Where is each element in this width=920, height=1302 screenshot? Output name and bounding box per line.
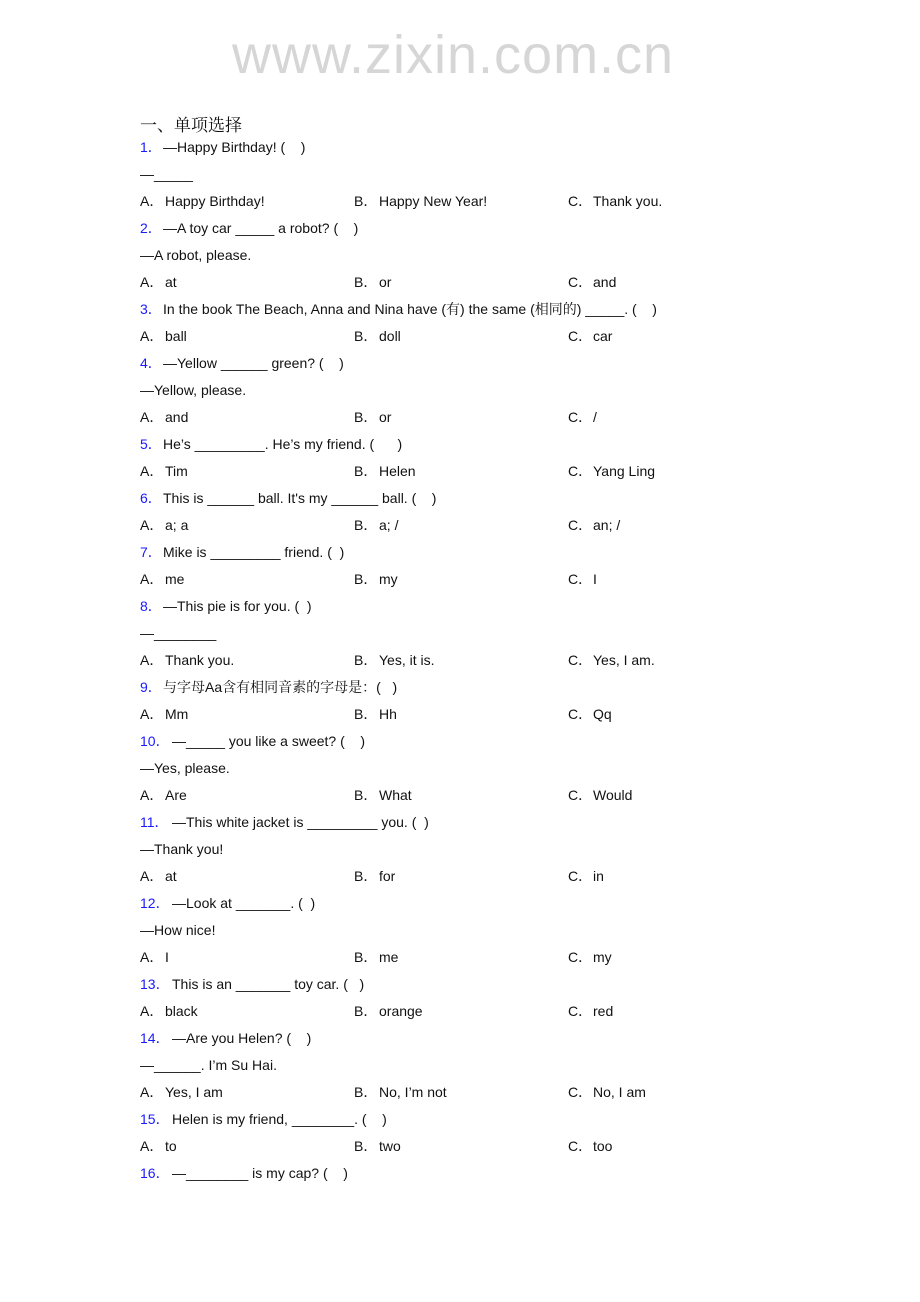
option-label: C．: [568, 409, 593, 425]
option-label: C．: [568, 652, 593, 668]
option-label: A．: [140, 1084, 164, 1100]
option-b[interactable]: [354, 866, 395, 886]
question-stem: [140, 596, 312, 616]
option-text: and: [593, 274, 617, 290]
option-text: No, I’m not: [379, 1084, 447, 1100]
option-label: A．: [140, 409, 164, 425]
option-text: Happy New Year!: [379, 193, 488, 209]
option-label: C．: [568, 517, 593, 533]
question-text: 与字母Aa含有相同音素的字母是：( ): [163, 679, 398, 695]
option-label: B．: [354, 1138, 378, 1154]
option-text: my: [593, 949, 612, 965]
question-stem: [140, 812, 429, 832]
option-c[interactable]: [568, 1082, 646, 1102]
question-text: Mike is _________ friend. ( ): [163, 544, 345, 560]
question-text: —This white jacket is _________ you. ( ): [172, 814, 429, 830]
question-number: 16．: [140, 1165, 170, 1181]
option-label: B．: [354, 274, 378, 290]
option-label: A．: [140, 193, 164, 209]
option-label: C．: [568, 706, 593, 722]
question-stem: [140, 731, 365, 751]
option-label: A．: [140, 571, 164, 587]
option-text: I: [593, 571, 597, 587]
option-c[interactable]: [568, 461, 655, 481]
question-number: 7．: [140, 544, 162, 560]
option-b[interactable]: [354, 461, 416, 481]
option-text: ball: [165, 328, 187, 344]
question-number: 10．: [140, 733, 170, 749]
option-a[interactable]: [140, 1136, 177, 1156]
option-label: B．: [354, 868, 378, 884]
option-label: A．: [140, 949, 164, 965]
option-label: C．: [568, 193, 593, 209]
option-label: A．: [140, 463, 164, 479]
question-stem: [140, 893, 315, 913]
option-text: Are: [165, 787, 187, 803]
question-number: 3．: [140, 301, 162, 317]
option-a[interactable]: [140, 326, 187, 346]
option-label: B．: [354, 1003, 378, 1019]
option-text: for: [379, 868, 396, 884]
option-text: at: [165, 868, 177, 884]
question-text: In the book The Beach, Anna and Nina have (有) the same (相同的) _____. ( ): [163, 301, 657, 317]
option-text: me: [165, 571, 185, 587]
option-a[interactable]: [140, 1001, 198, 1021]
option-text: Yes, it is.: [379, 652, 435, 668]
option-b[interactable]: [354, 650, 435, 670]
question-number: 13．: [140, 976, 170, 992]
option-text: car: [593, 328, 613, 344]
question-number: 14．: [140, 1030, 170, 1046]
question-stem: [140, 353, 344, 373]
question-stem: [140, 677, 397, 697]
option-a[interactable]: [140, 704, 188, 724]
option-label: A．: [140, 274, 164, 290]
option-text: Thank you.: [165, 652, 235, 668]
option-label: A．: [140, 517, 164, 533]
option-text: in: [593, 868, 604, 884]
answer-line: —Yellow, please.: [140, 382, 247, 398]
option-label: B．: [354, 193, 378, 209]
option-label: C．: [568, 1138, 593, 1154]
option-text: orange: [379, 1003, 423, 1019]
option-label: B．: [354, 787, 378, 803]
option-c[interactable]: [568, 650, 655, 670]
option-text: Hh: [379, 706, 397, 722]
option-label: B．: [354, 652, 378, 668]
option-text: black: [165, 1003, 198, 1019]
option-label: B．: [354, 949, 378, 965]
option-label: B．: [354, 328, 378, 344]
option-a[interactable]: [140, 947, 169, 967]
option-b[interactable]: [354, 704, 397, 724]
option-c[interactable]: [568, 272, 616, 292]
option-c[interactable]: [568, 704, 612, 724]
option-label: C．: [568, 571, 593, 587]
option-text: Qq: [593, 706, 612, 722]
question-text: —Happy Birthday! ( ): [163, 139, 306, 155]
option-label: B．: [354, 1084, 378, 1100]
option-label: B．: [354, 409, 378, 425]
option-text: my: [379, 571, 398, 587]
option-a[interactable]: [140, 461, 188, 481]
option-text: Tim: [165, 463, 188, 479]
option-text: Yang Ling: [593, 463, 656, 479]
question-text: —________ is my cap? ( ): [172, 1165, 348, 1181]
option-c[interactable]: [568, 569, 597, 589]
question-stem: [140, 218, 358, 238]
question-text: He’s _________. He’s my friend. ( ): [163, 436, 403, 452]
answer-line: —Thank you!: [140, 841, 224, 857]
question-text: —Are you Helen? ( ): [172, 1030, 312, 1046]
option-label: C．: [568, 787, 593, 803]
option-label: C．: [568, 868, 593, 884]
option-text: too: [593, 1138, 613, 1154]
option-text: Thank you.: [593, 193, 663, 209]
option-label: C．: [568, 274, 593, 290]
option-c[interactable]: [568, 407, 597, 427]
option-c[interactable]: [568, 947, 612, 967]
option-b[interactable]: [354, 272, 391, 292]
option-label: C．: [568, 328, 593, 344]
option-a[interactable]: [140, 785, 187, 805]
option-b[interactable]: [354, 515, 398, 535]
question-text: Helen is my friend, ________. ( ): [172, 1111, 387, 1127]
option-text: doll: [379, 328, 401, 344]
question-number: 8．: [140, 598, 162, 614]
option-c[interactable]: [568, 515, 620, 535]
option-a[interactable]: [140, 650, 234, 670]
question-stem: [140, 488, 436, 508]
option-a[interactable]: [140, 407, 188, 427]
question-stem: [140, 1109, 387, 1129]
option-label: C．: [568, 1084, 593, 1100]
option-label: B．: [354, 463, 378, 479]
answer-line: —Yes, please.: [140, 760, 230, 776]
option-c[interactable]: [568, 785, 632, 805]
option-label: A．: [140, 328, 164, 344]
question-text: This is an _______ toy car. ( ): [172, 976, 365, 992]
option-b[interactable]: [354, 785, 412, 805]
option-label: C．: [568, 463, 593, 479]
question-stem: [140, 1028, 311, 1048]
answer-line: —_____: [140, 166, 193, 182]
question-number: 12．: [140, 895, 170, 911]
option-text: or: [379, 409, 392, 425]
option-text: Would: [593, 787, 633, 803]
option-label: A．: [140, 787, 164, 803]
answer-line: —How nice!: [140, 922, 216, 938]
option-text: me: [379, 949, 399, 965]
option-text: What: [379, 787, 412, 803]
question-text: —Look at _______. ( ): [172, 895, 316, 911]
option-label: B．: [354, 706, 378, 722]
option-label: B．: [354, 571, 378, 587]
option-b[interactable]: [354, 407, 391, 427]
option-label: C．: [568, 949, 593, 965]
question-text: This is ______ ball. It's my ______ ball. ( ): [163, 490, 437, 506]
question-stem: [140, 137, 305, 157]
option-text: red: [593, 1003, 614, 1019]
question-number: 4．: [140, 355, 162, 371]
option-b[interactable]: [354, 1136, 401, 1156]
option-a[interactable]: [140, 515, 188, 535]
option-b[interactable]: [354, 569, 398, 589]
question-text: —This pie is for you. ( ): [163, 598, 312, 614]
question-stem: [140, 434, 402, 454]
question-stem: [140, 299, 657, 319]
option-a[interactable]: [140, 191, 265, 211]
option-c[interactable]: [568, 866, 604, 886]
option-b[interactable]: [354, 947, 398, 967]
option-b[interactable]: [354, 1082, 447, 1102]
answer-line: —A robot, please.: [140, 247, 252, 263]
option-c[interactable]: [568, 1001, 613, 1021]
option-b[interactable]: [354, 191, 487, 211]
option-text: No, I am: [593, 1084, 646, 1100]
option-text: Helen: [379, 463, 416, 479]
option-text: Yes, I am: [165, 1084, 223, 1100]
option-text: a; /: [379, 517, 399, 533]
option-c[interactable]: [568, 1136, 612, 1156]
section-title: 一、单项选择: [140, 116, 242, 136]
option-b[interactable]: [354, 326, 401, 346]
option-label: A．: [140, 868, 164, 884]
question-number: 9．: [140, 679, 162, 695]
question-number: 6．: [140, 490, 162, 506]
option-text: to: [165, 1138, 177, 1154]
option-label: A．: [140, 1003, 164, 1019]
option-label: A．: [140, 1138, 164, 1154]
option-text: Mm: [165, 706, 189, 722]
option-c[interactable]: [568, 326, 612, 346]
option-b[interactable]: [354, 1001, 423, 1021]
option-text: Happy Birthday!: [165, 193, 265, 209]
option-a[interactable]: [140, 866, 177, 886]
question-number: 5．: [140, 436, 162, 452]
answer-line: —______. I’m Su Hai.: [140, 1057, 277, 1073]
answer-line: —________: [140, 625, 217, 641]
watermark: www.zixin.com.cn: [232, 25, 675, 85]
option-label: C．: [568, 1003, 593, 1019]
question-stem: [140, 1163, 348, 1183]
option-label: A．: [140, 706, 164, 722]
option-text: and: [165, 409, 189, 425]
option-a[interactable]: [140, 1082, 223, 1102]
option-text: or: [379, 274, 392, 290]
option-text: a; a: [165, 517, 189, 533]
option-label: A．: [140, 652, 164, 668]
question-stem: [140, 542, 344, 562]
option-label: B．: [354, 517, 378, 533]
option-c[interactable]: [568, 191, 662, 211]
question-stem: [140, 974, 364, 994]
question-number: 1．: [140, 139, 162, 155]
question-text: —A toy car _____ a robot? ( ): [163, 220, 359, 236]
question-text: —Yellow ______ green? ( ): [163, 355, 344, 371]
question-number: 2．: [140, 220, 162, 236]
option-text: /: [593, 409, 597, 425]
option-a[interactable]: [140, 272, 177, 292]
option-text: two: [379, 1138, 401, 1154]
option-a[interactable]: [140, 569, 184, 589]
option-text: Yes, I am.: [593, 652, 655, 668]
option-text: at: [165, 274, 177, 290]
question-number: 11．: [140, 814, 169, 830]
question-text: —_____ you like a sweet? ( ): [172, 733, 365, 749]
question-number: 15．: [140, 1111, 170, 1127]
option-text: I: [165, 949, 169, 965]
option-text: an; /: [593, 517, 621, 533]
